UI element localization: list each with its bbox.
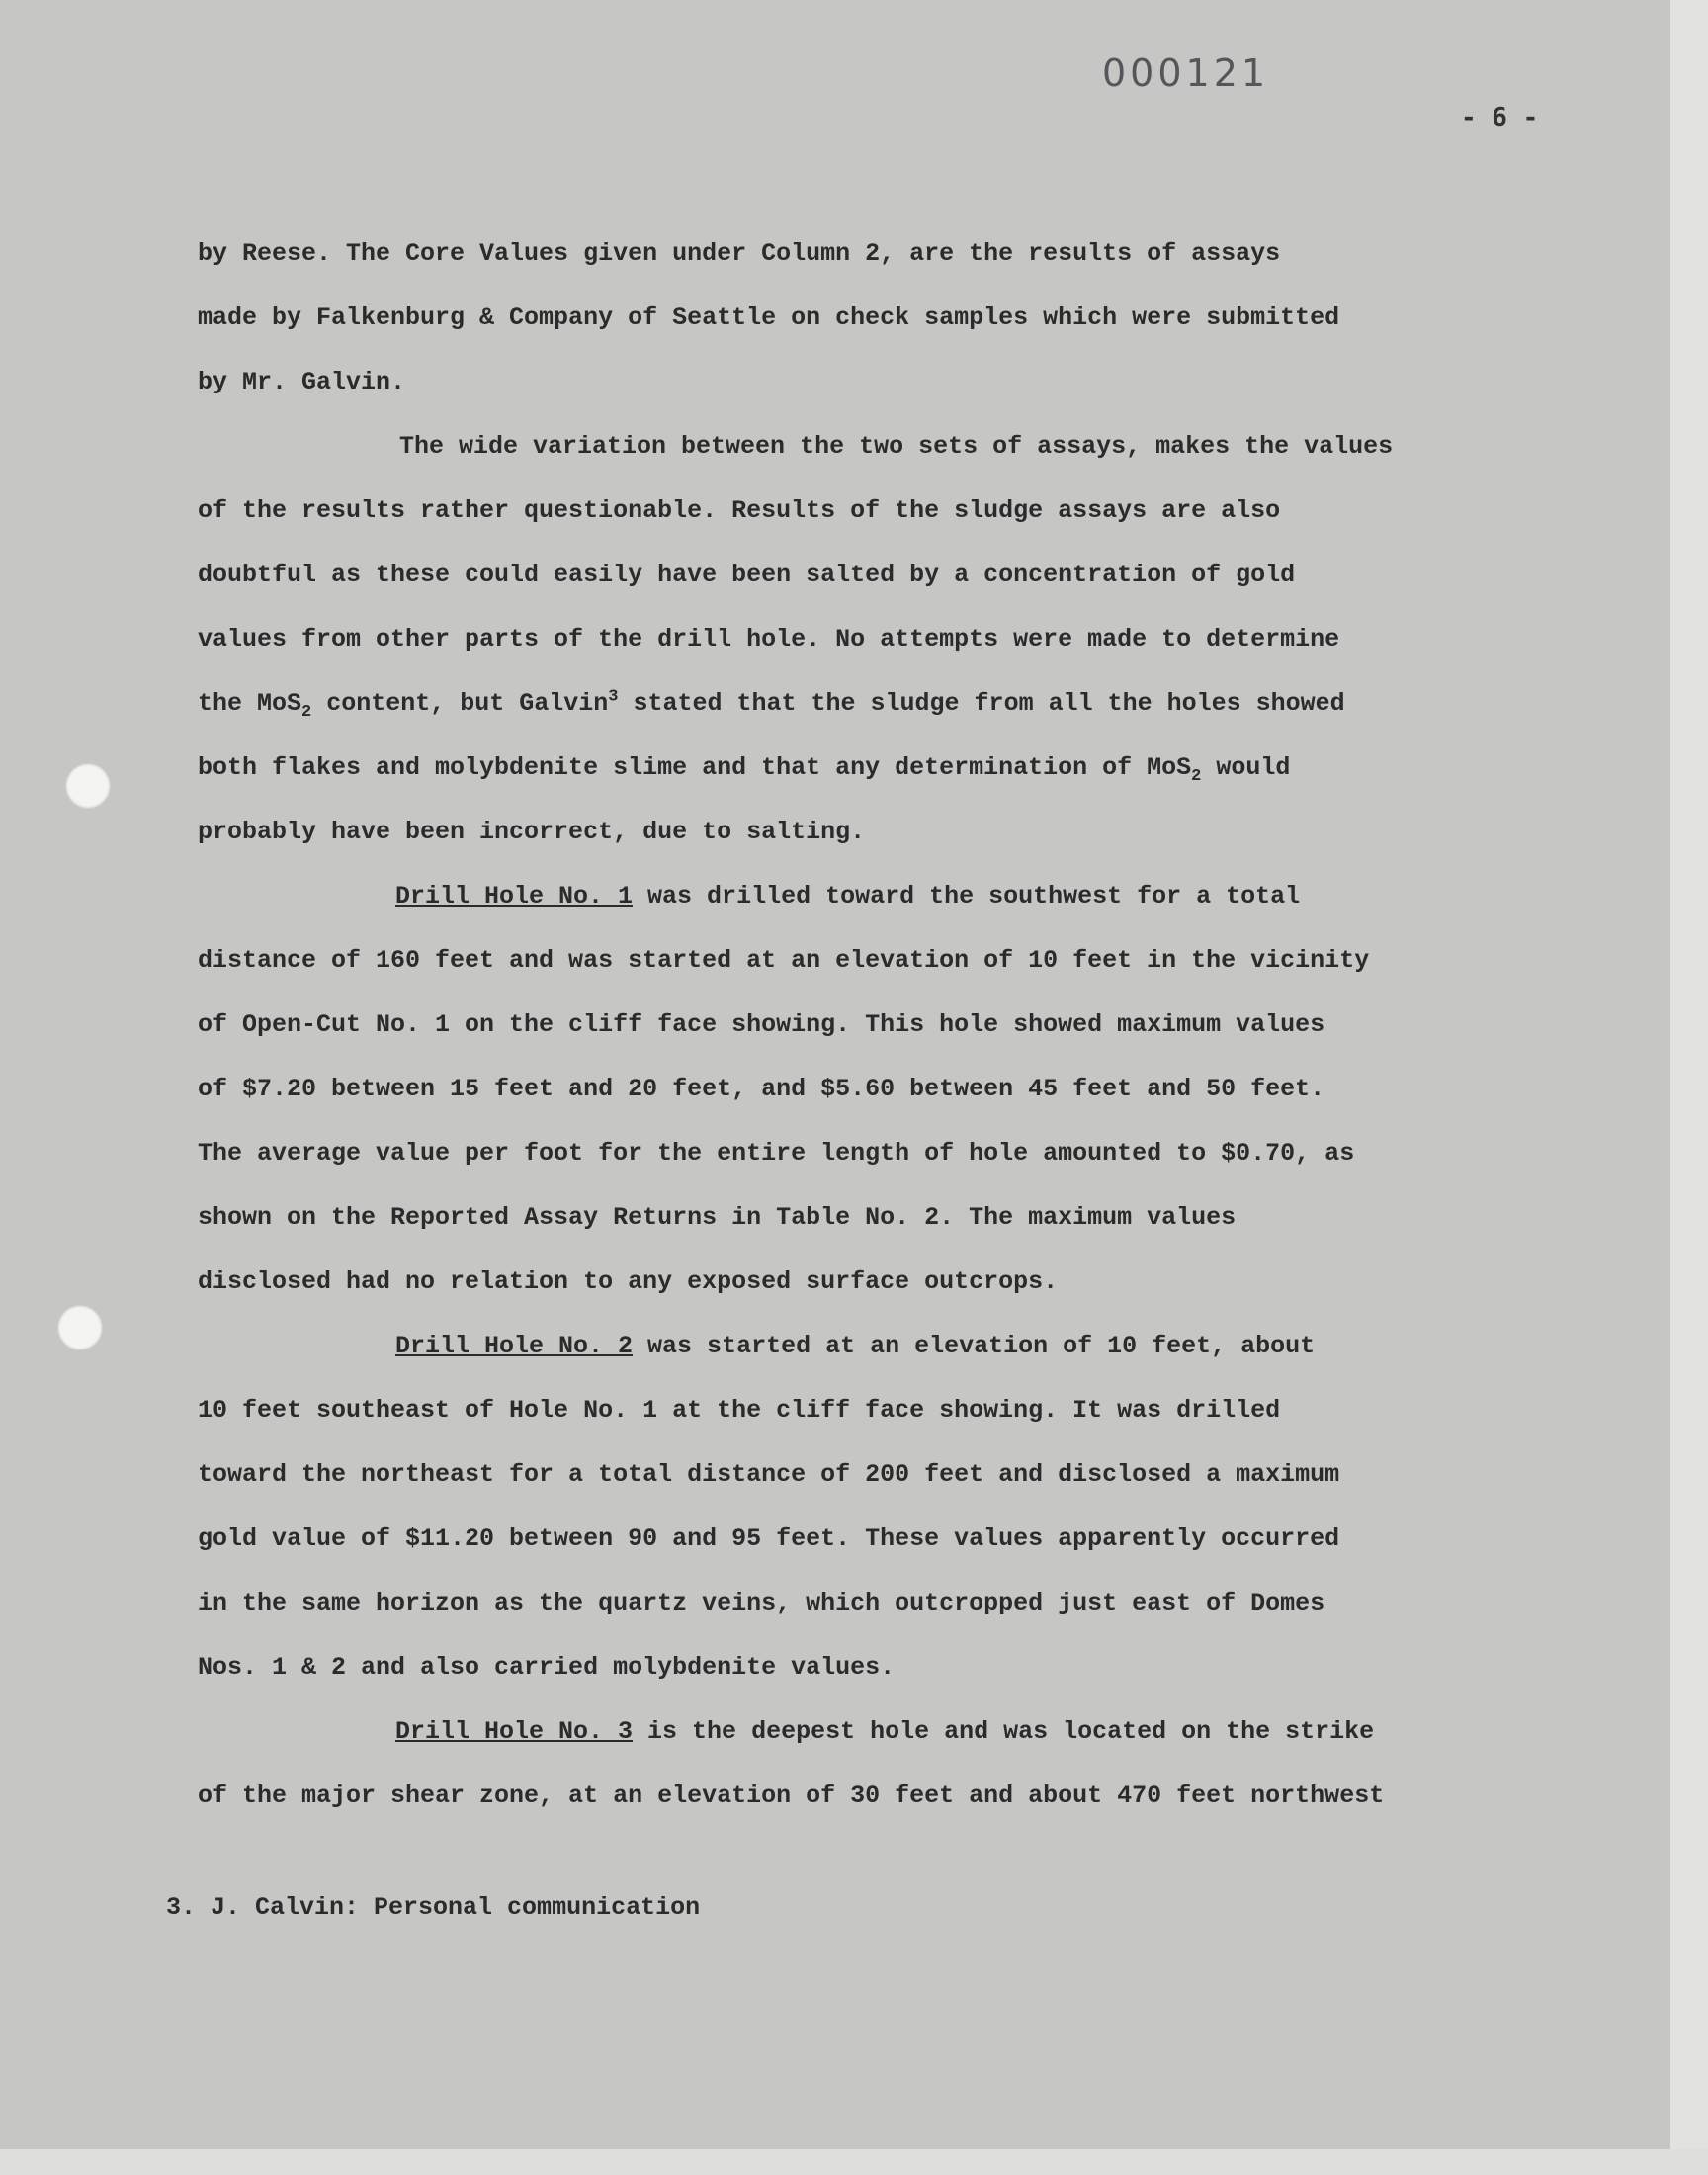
text-line: distance of 160 feet and was started at an elevation of 10 feet in the vicinity bbox=[198, 946, 1370, 975]
text-segment: was started at an elevation of 10 feet, about bbox=[633, 1332, 1316, 1360]
subscript: 2 bbox=[301, 703, 312, 722]
section-heading: Drill Hole No. 3 bbox=[395, 1717, 634, 1746]
paper-edge bbox=[1670, 0, 1708, 2175]
text-line: The average value per foot for the entire length of hole amounted to $0.70, as bbox=[198, 1139, 1355, 1168]
text-line: Nos. 1 & 2 and also carried molybdenite values. bbox=[198, 1653, 896, 1682]
text-segment: the MoS bbox=[198, 689, 302, 718]
text-line: values from other parts of the drill hole. No attempts were made to determine bbox=[198, 625, 1340, 653]
text-line bbox=[198, 864, 1522, 928]
text-line: of Open-Cut No. 1 on the cliff face showing. This hole showed maximum values bbox=[198, 1010, 1325, 1039]
footnote: 3. J. Calvin: Personal communication bbox=[166, 1893, 701, 1922]
text-line: of the major shear zone, at an elevation of 30 feet and about 470 feet northwest bbox=[198, 1782, 1385, 1810]
text-segment: content, but Galvin bbox=[311, 689, 609, 718]
text-segment: is the deepest hole and was located on the strike bbox=[633, 1717, 1375, 1746]
footnote-ref: 3 bbox=[608, 687, 619, 707]
section-heading: Drill Hole No. 1 bbox=[395, 882, 634, 911]
paper-bottom-edge bbox=[0, 2149, 1708, 2175]
page-number: - 6 - bbox=[1461, 103, 1539, 132]
punch-hole-icon bbox=[65, 763, 111, 809]
text-line: of $7.20 between 15 feet and 20 feet, and $5.60 between 45 feet and 50 feet. bbox=[198, 1075, 1325, 1103]
document-stamp-number: 000121 bbox=[1102, 51, 1270, 95]
text-segment: stated that the sludge from all the holes showed bbox=[618, 689, 1345, 718]
text-segment: would bbox=[1201, 753, 1291, 782]
text-line: doubtful as these could easily have been salted by a concentration of gold bbox=[198, 561, 1296, 589]
punch-hole-icon bbox=[57, 1305, 103, 1350]
text-line: made by Falkenburg & Company of Seattle on check samples which were submitted bbox=[198, 304, 1340, 332]
text-line: by Mr. Galvin. bbox=[198, 368, 406, 396]
text-line: The wide variation between the two sets of assays, makes the values bbox=[399, 432, 1394, 461]
text-line: probably have been incorrect, due to salting. bbox=[198, 818, 866, 846]
text-segment: was drilled toward the southwest for a total bbox=[633, 882, 1301, 911]
document-body bbox=[198, 221, 1522, 1828]
text-segment: both flakes and molybdenite slime and that any determination of MoS bbox=[198, 753, 1192, 782]
text-line bbox=[198, 1314, 1522, 1378]
section-heading: Drill Hole No. 2 bbox=[395, 1332, 634, 1360]
text-line: toward the northeast for a total distance of 200 feet and disclosed a maximum bbox=[198, 1460, 1340, 1489]
text-line bbox=[198, 1699, 1522, 1764]
text-line: by Reese. The Core Values given under Column 2, are the results of assays bbox=[198, 239, 1281, 268]
subscript: 2 bbox=[1191, 767, 1202, 786]
text-line: 10 feet southeast of Hole No. 1 at the cliff face showing. It was drilled bbox=[198, 1396, 1281, 1425]
text-line: shown on the Reported Assay Returns in Table No. 2. The maximum values bbox=[198, 1203, 1237, 1232]
text-line: disclosed had no relation to any exposed surface outcrops. bbox=[198, 1267, 1059, 1296]
text-line bbox=[198, 671, 1522, 736]
text-line bbox=[198, 736, 1522, 800]
text-line: of the results rather questionable. Results of the sludge assays are also bbox=[198, 496, 1281, 525]
text-line: gold value of $11.20 between 90 and 95 feet. These values apparently occurred bbox=[198, 1524, 1340, 1553]
text-line: in the same horizon as the quartz veins, which outcropped just east of Domes bbox=[198, 1589, 1325, 1617]
